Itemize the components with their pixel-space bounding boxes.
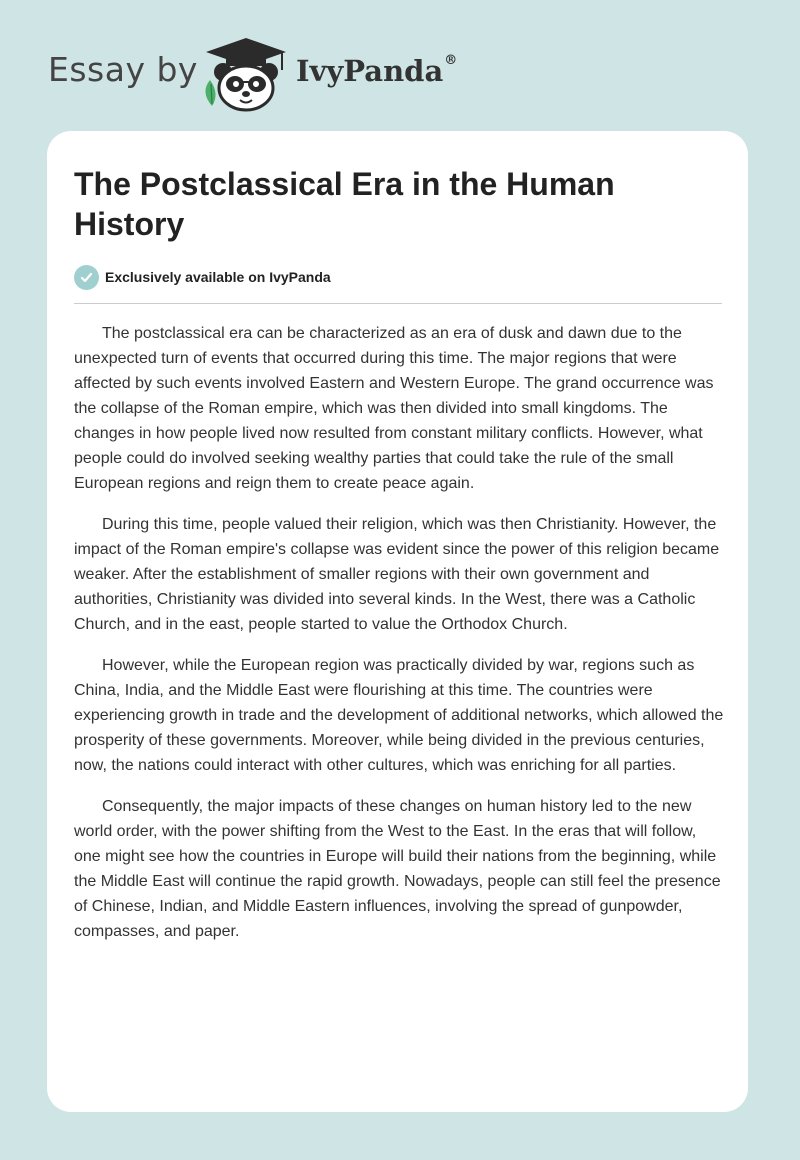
exclusive-badge [74,264,331,290]
panda-graduate-icon[interactable] [196,36,296,112]
paragraph: However, while the European region was practically divided by war, regions such as China, India, and the Middle East were flourishing at this time. The countries were experiencing growth in trade and the development of additional networks, which allowed the prosperity of these governments. Moreover, while being divided in the previous centuries, now, the nations could interact with other cultures, which was enriching for all parties. [74,657,724,774]
registered-mark: ® [444,53,458,69]
paragraph: Consequently, the major impacts of these changes on human history led to the new world order, with the power shifting from the West to the East. In the eras that will follow, one might see how the countries in Europe will build their nations from the beginning, while the Middle East will continue the rapid growth. Nowadays, people can still feel the presence of Chinese, Indian, and Middle Eastern influences, involving the spread of gunpowder, compasses, and paper. [74,798,721,940]
essay-by-label: Essay by [48,50,198,89]
brand-name[interactable]: IvyPanda® [296,53,458,88]
site-header [0,0,800,130]
paragraph: The postclassical era can be characterized as an era of dusk and dawn due to the unexpected turn of events that occurred during this time. The major regions that were affected by such events involved Eastern and Western Europe. The grand occurrence was the collapse of the Roman empire, which was then divided into small kingdoms. The changes in how people lived now resulted from constant military conflicts. However, what people could do involved seeking wealthy parties that could take the rule of the small European regions and reign them to create peace again. [74,325,714,492]
divider [74,303,722,304]
essay-body [74,321,726,960]
check-circle-icon [74,265,99,290]
exclusive-badge-label: Exclusively available on IvyPanda [105,269,331,285]
page-title: The Postclassical Era in the Human History [74,166,615,242]
paragraph: During this time, people valued their religion, which was then Christianity. However, the impact of the Roman empire's collapse was evident since the power of this religion became weaker. After the establishment of smaller regions with their own government and authorities, Christianity was divided into several kinds. In the West, there was a Catholic Church, and in the east, people started to value the Orthodox Church. [74,516,720,633]
essay-card [47,131,748,1112]
